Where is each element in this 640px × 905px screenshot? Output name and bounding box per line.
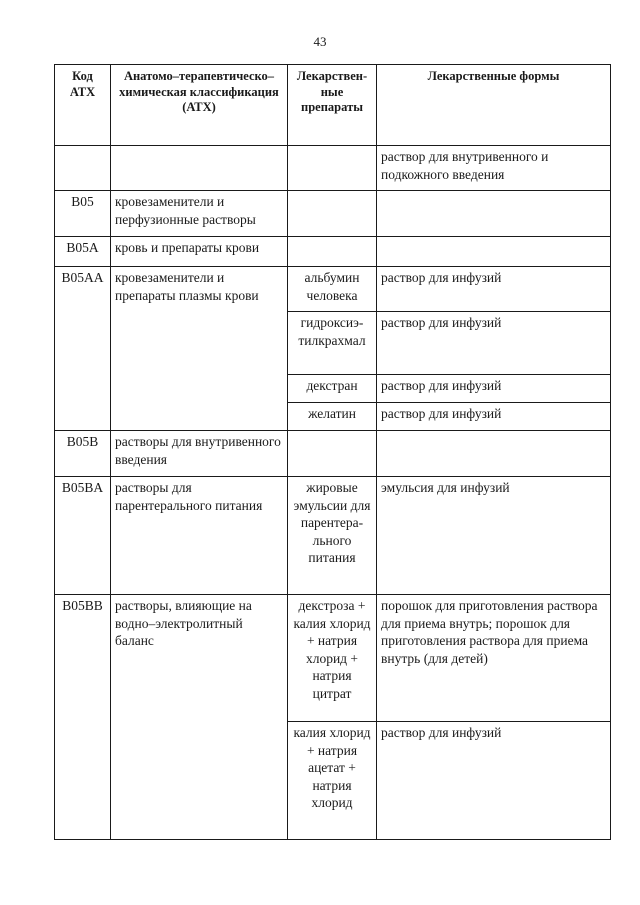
drug-name: декстран bbox=[288, 375, 377, 403]
dosage-form: раствор для инфузий bbox=[377, 722, 611, 840]
table-row bbox=[55, 191, 611, 237]
drug-name bbox=[288, 191, 377, 237]
drug-name: жировые эмульсии для парентера-льного питания bbox=[288, 477, 377, 595]
table-row bbox=[55, 146, 611, 191]
atx-code: B05B bbox=[55, 431, 111, 477]
table-row bbox=[55, 237, 611, 267]
atx-code bbox=[55, 146, 111, 191]
header-forms: Лекарственные формы bbox=[377, 65, 611, 146]
atx-table bbox=[54, 64, 611, 840]
drug-name bbox=[288, 431, 377, 477]
dosage-form bbox=[377, 237, 611, 267]
drug-name: альбумин человека bbox=[288, 267, 377, 312]
drug-name: желатин bbox=[288, 403, 377, 431]
dosage-form: порошок для приготовления раствора для приема внутрь; порошок для приготовления раствора для приема внутрь (для детей) bbox=[377, 595, 611, 722]
atx-code: B05BA bbox=[55, 477, 111, 595]
atx-classification: растворы для внутривенного введения bbox=[111, 431, 288, 477]
atx-classification: кровезаменители и препараты плазмы крови bbox=[111, 267, 288, 431]
header-drugs: Лекарствен-ные препараты bbox=[288, 65, 377, 146]
dosage-form: раствор для инфузий bbox=[377, 267, 611, 312]
table-header-row bbox=[55, 65, 611, 146]
dosage-form: раствор для внутривенного и подкожного введения bbox=[377, 146, 611, 191]
atx-classification: кровезаменители и перфузионные растворы bbox=[111, 191, 288, 237]
table-row bbox=[55, 477, 611, 595]
page-number: 43 bbox=[313, 34, 327, 49]
drug-name bbox=[288, 146, 377, 191]
table-row bbox=[55, 595, 611, 722]
atx-classification: растворы, влияющие на водно–электролитный баланс bbox=[111, 595, 288, 840]
atx-code: B05AA bbox=[55, 267, 111, 431]
dosage-form: раствор для инфузий bbox=[377, 312, 611, 375]
dosage-form bbox=[377, 191, 611, 237]
header-classification: Анатомо–терапевтическо–химическая классификация (АТХ) bbox=[111, 65, 288, 146]
dosage-form: эмульсия для инфузий bbox=[377, 477, 611, 595]
atx-classification: растворы для парентерального питания bbox=[111, 477, 288, 595]
table-row bbox=[55, 267, 611, 312]
dosage-form bbox=[377, 431, 611, 477]
atx-classification bbox=[111, 146, 288, 191]
atx-code: B05A bbox=[55, 237, 111, 267]
dosage-form: раствор для инфузий bbox=[377, 375, 611, 403]
drug-name: декстроза + калия хлорид + натрия хлорид + натрия цитрат bbox=[288, 595, 377, 722]
dosage-form: раствор для инфузий bbox=[377, 403, 611, 431]
header-code: Код АТХ bbox=[55, 65, 111, 146]
atx-classification: кровь и препараты крови bbox=[111, 237, 288, 267]
drug-name: гидроксиэ-тилкрахмал bbox=[288, 312, 377, 375]
drug-name bbox=[288, 237, 377, 267]
atx-code: B05BB bbox=[55, 595, 111, 840]
atx-code: B05 bbox=[55, 191, 111, 237]
table-row bbox=[55, 431, 611, 477]
drug-name: калия хлорид + натрия ацетат + натрия хлорид bbox=[288, 722, 377, 840]
